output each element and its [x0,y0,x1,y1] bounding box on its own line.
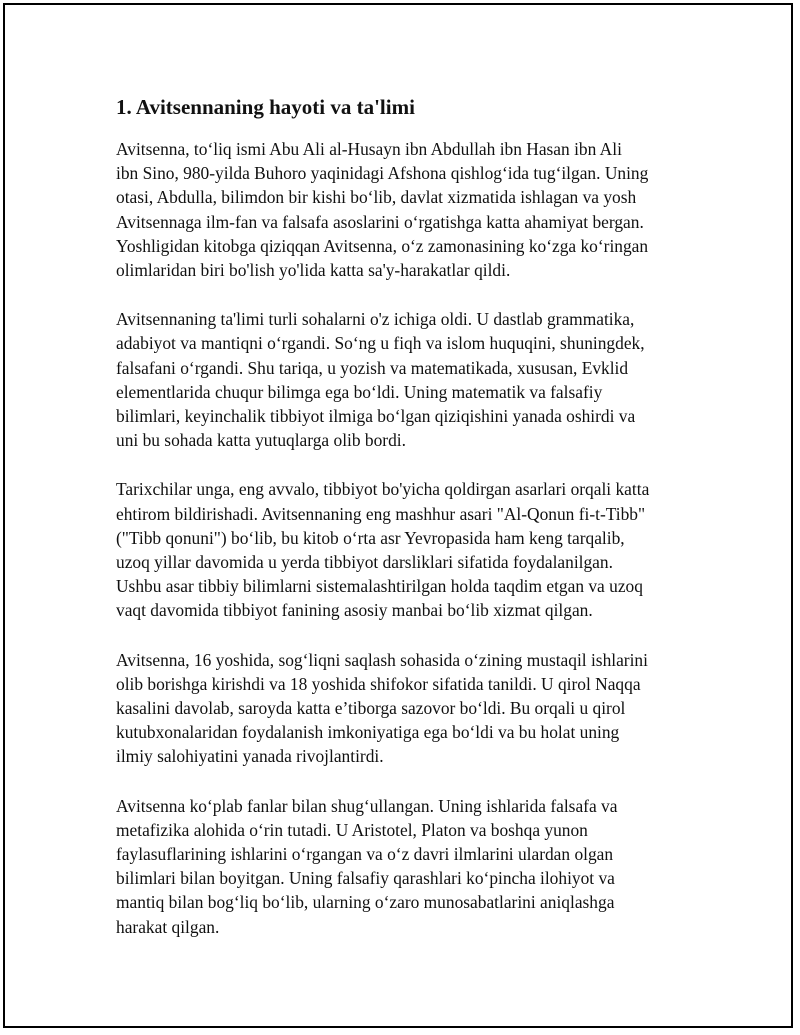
text-line: olimlaridan biri bo'lish yo'lida katta sa'y-harakatlar qildi. [116,260,511,281]
text-line: otasi, Abdulla, bilimdon bir kishi bo‘lib, davlat xizmatida ishlagan va yosh [116,187,637,208]
text-line: Avitsenna, to‘liq ismi Abu Ali al-Husayn ibn Abdullah ibn Hasan ibn Ali [116,139,622,159]
text-line: adabiyot va mantiqni o‘rgandi. So‘ng u fiqh va islom huquqini, shuningdek, [116,333,645,354]
text-line: uni bu sohada katta yutuqlarga olib bordi. [116,430,406,451]
document-body [116,93,696,964]
text-line: falsafani o‘rgandi. Shu tariqa, u yozish va matematikada, xususan, Evklid [116,357,629,378]
text-line: mantiq bilan bog‘liq bo‘lib, ularning o‘zaro munosabatlarini aniqlashga [116,892,615,913]
text-line: elementlarida chuqur bilimga ega bo‘ldi. Uning matematik va falsafiy [116,381,603,402]
text-line: Avitsennaning ta'limi turli sohalarni o'z ichiga oldi. U dastlab grammatika, [116,309,635,330]
text-line: kasalini davolab, saroyda katta e’tiborga sazovor bo‘ldi. Bu orqali u qirol [116,698,626,719]
text-line: Avitsennaga ilm-fan va falsafa asoslarini o‘rgatishga katta ahamiyat bergan. [116,211,644,232]
text-line: olib borishga kirishdi va 18 yoshida shifokor sifatida tanildi. U qirol Naqqa [116,673,641,694]
text-line: uzoq yillar davomida u yerda tibbiyot darsliklari sifatida foydalanilgan. [116,552,613,573]
text-line: Avitsenna ko‘plab fanlar bilan shug‘ullangan. Uning ishlarida falsafa va [116,795,618,816]
text-line: ehtirom bildirishadi. Avitsennaning eng mashhur asari "Al-Qonun fi-t-Tibb" [116,503,646,524]
text-line: Tarixchilar unga, eng avvalo, tibbiyot bo'yicha qoldirgan asarlari orqali katta [116,479,650,500]
text-line: bilimlari bilan boyitgan. Uning falsafiy qarashlari ko‘pincha ilohiyot va [116,868,615,889]
paragraph-4 [116,648,696,769]
paragraph-1 [116,137,696,282]
paragraph-5 [116,794,696,939]
text-line: ibn Sino, 980-yilda Buhoro yaqinidagi Afshona qishlog‘ida tug‘ilgan. Uning [116,163,649,184]
text-line: faylasuflarining ishlarini o‘rgangan va o‘z davri ilmlarini ulardan olgan [116,844,614,865]
paragraph-2 [116,307,696,452]
text-line: ("Tibb qonuni") bo‘lib, bu kitob o‘rta asr Yevropasida ham keng tarqalib, [116,527,625,548]
text-line: vaqt davomida tibbiyot fanining asosiy manbai bo‘lib xizmat qilgan. [116,600,593,621]
section-heading: 1. Avitsennaning hayoti va ta'limi [116,95,415,119]
text-line: kutubxonalaridan foydalanish imkoniyatiga ega bo‘ldi va bu holat uning [116,722,620,743]
paragraph-3 [116,477,696,622]
text-line: ilmiy salohiyatini yanada rivojlantirdi. [116,746,384,767]
text-line: harakat qilgan. [116,916,220,937]
text-line: Avitsenna, 16 yoshida, sog‘liqni saqlash sohasida o‘zining mustaqil ishlarini [116,649,648,670]
text-line: Ushbu asar tibbiy bilimlarni sistemalashtirilgan holda taqdim etgan va uzoq [116,576,643,597]
text-line: metafizika alohida o‘rin tutadi. U Aristotel, Platon va boshqa yunon [116,819,588,840]
text-line: bilimlari, keyinchalik tibbiyot ilmiga bo‘lgan qiziqishini yanada oshirdi va [116,406,636,427]
text-line: Yoshligidan kitobga qiziqqan Avitsenna, o‘z zamonasining ko‘zga ko‘ringan [116,235,649,256]
